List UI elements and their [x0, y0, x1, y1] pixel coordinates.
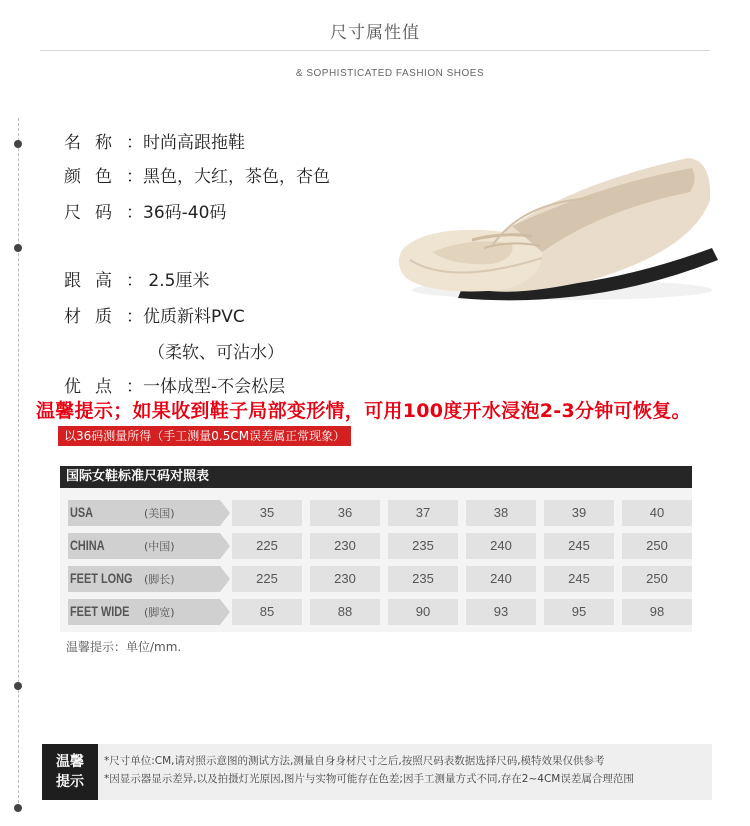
title-divider — [40, 50, 710, 51]
size-row-feet-wide — [60, 599, 692, 625]
size-cell: 39 — [544, 500, 614, 526]
attribute-label: 材质 — [64, 307, 126, 327]
row-code: USA — [70, 504, 94, 520]
size-cell: 93 — [466, 599, 536, 625]
attribute-size — [64, 198, 226, 223]
attribute-label: 颜色 — [64, 167, 126, 187]
size-cell: 225 — [232, 566, 302, 592]
attribute-value: ：优质新料PVC — [126, 307, 245, 327]
size-cell: 250 — [622, 566, 692, 592]
size-cell: 90 — [388, 599, 458, 625]
unit-note: 温馨提示：单位/mm. — [66, 640, 182, 654]
rail-dot — [14, 682, 22, 690]
attribute-value: ：36码-40码 — [126, 203, 227, 223]
size-cell: 95 — [544, 599, 614, 625]
size-row-china — [60, 533, 692, 559]
row-code: FEET WIDE — [70, 603, 130, 619]
size-cell: 245 — [544, 533, 614, 559]
row-cn-label: (中国) — [144, 540, 175, 553]
size-row-usa — [60, 500, 692, 526]
left-rail — [18, 118, 20, 808]
attribute-value: ： 2.5厘米 — [126, 271, 210, 291]
warning-tip: 温馨提示；如果收到鞋子局部变形情，可用100度开水浸泡2-3分钟可恢复。 — [36, 400, 691, 422]
footer-notice — [42, 744, 712, 800]
attribute-value: ：一体成型-不会松层 — [126, 377, 286, 397]
row-code: CHINA — [70, 537, 105, 553]
measurement-note: 以36码测量所得（手工测量0.5CM误差属正常现象） — [58, 426, 351, 446]
row-cn-label: (脚长) — [144, 573, 175, 586]
attribute-color — [64, 162, 330, 187]
size-cell: 98 — [622, 599, 692, 625]
row-cn-label: (美国) — [144, 507, 175, 520]
size-chart — [60, 466, 692, 632]
footer-badge-line: 提示 — [56, 774, 84, 790]
size-cell: 240 — [466, 566, 536, 592]
size-cell: 40 — [622, 500, 692, 526]
attribute-label: 优点 — [64, 377, 126, 397]
size-cell: 230 — [310, 533, 380, 559]
size-cell: 38 — [466, 500, 536, 526]
attribute-heel-height — [64, 266, 209, 291]
footer-line: *因显示器显示差异,以及拍摄灯光原因,图片与实物可能存在色差;因手工测量方式不同,存在2~4CM误差属合理范围 — [104, 773, 634, 785]
size-cell: 235 — [388, 566, 458, 592]
page-subtitle: & SOPHISTICATED FASHION SHOES — [295, 68, 485, 79]
attribute-label: 尺码 — [64, 203, 126, 223]
size-cell: 250 — [622, 533, 692, 559]
attribute-advantage — [64, 372, 285, 397]
attribute-label: 跟高 — [64, 271, 126, 291]
attribute-material — [64, 302, 245, 327]
footer-body — [98, 744, 712, 800]
size-cell: 37 — [388, 500, 458, 526]
attribute-name — [64, 128, 245, 153]
page-title: 尺寸属性值 — [330, 23, 420, 43]
size-cell: 225 — [232, 533, 302, 559]
row-cn-label: (脚宽) — [144, 606, 175, 619]
rail-dot — [14, 804, 22, 812]
size-cell: 235 — [388, 533, 458, 559]
attribute-label: 名称 — [64, 133, 126, 153]
size-chart-title: 国际女鞋标准尺码对照表 — [60, 466, 692, 488]
attribute-value: ：黑色，大红，茶色，杏色 — [126, 167, 330, 187]
footer-line: *尺寸单位:CM,请对照示意图的测试方法,测量自身身材尺寸之后,按照尺码表数据选择尺码,模特效果仅供参考 — [104, 755, 605, 767]
shoe-image — [392, 140, 722, 310]
footer-badge-line: 温馨 — [56, 754, 84, 770]
size-cell: 88 — [310, 599, 380, 625]
size-cell: 36 — [310, 500, 380, 526]
size-cell: 240 — [466, 533, 536, 559]
material-note: （柔软、可沾水） — [148, 343, 284, 363]
rail-dot — [14, 244, 22, 252]
size-cell: 35 — [232, 500, 302, 526]
size-row-feet-long — [60, 566, 692, 592]
size-cell: 85 — [232, 599, 302, 625]
row-code: FEET LONG — [70, 570, 133, 586]
attribute-value: ：时尚高跟拖鞋 — [126, 133, 245, 153]
size-cell: 230 — [310, 566, 380, 592]
rail-dot — [14, 140, 22, 148]
size-cell: 245 — [544, 566, 614, 592]
footer-badge — [42, 744, 98, 800]
